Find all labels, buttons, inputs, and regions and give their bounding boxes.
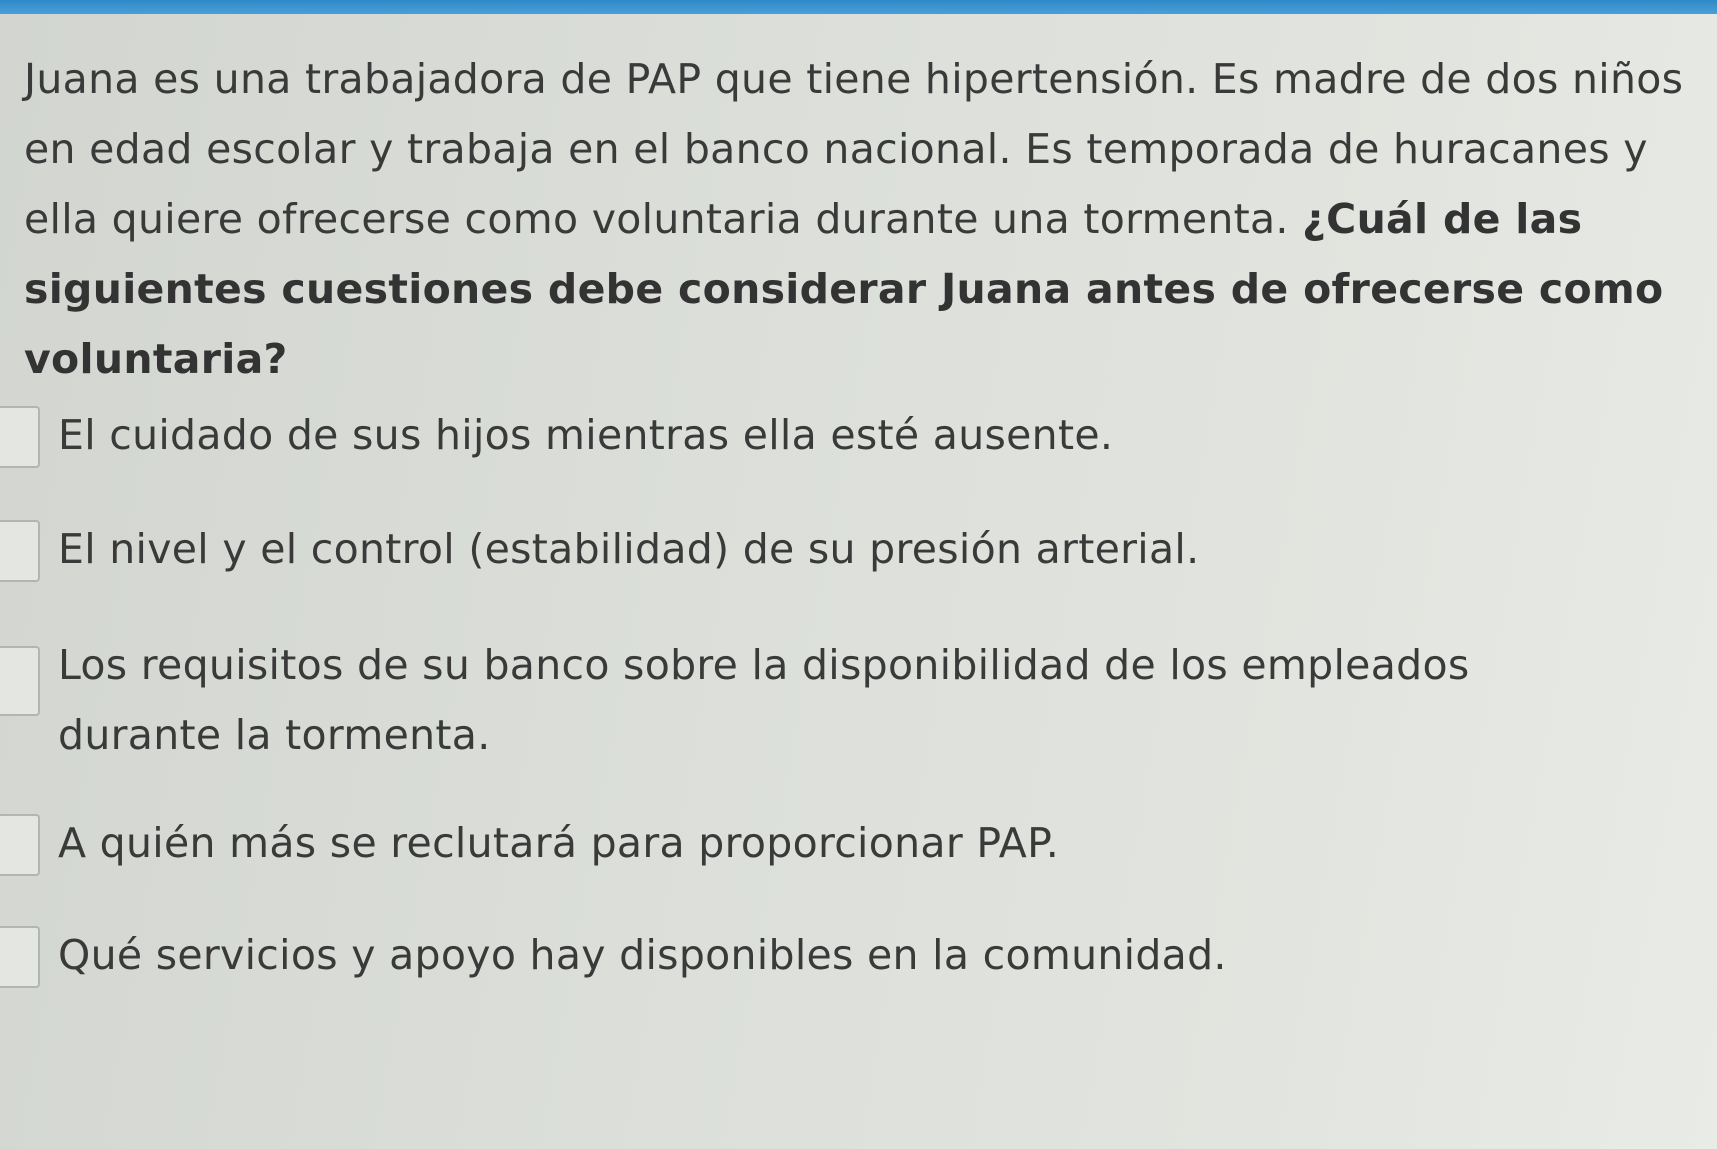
checkbox[interactable] bbox=[0, 406, 40, 468]
checkbox[interactable] bbox=[0, 520, 40, 582]
question-text bbox=[24, 44, 1684, 394]
question-stem: Juana es una trabajadora de PAP que tiene hipertensión. Es madre de dos niños en edad escolar y trabaja en el banco nacional. Es temporada de huracanes y ella quiere ofrecerse como voluntaria durante una tormenta. bbox=[24, 55, 1684, 243]
question-prompt: ¿Cuál de las siguientes cuestiones debe considerar Juana antes de ofrecerse como voluntaria? bbox=[24, 195, 1664, 383]
answer-option-label: El nivel y el control (estabilidad) de su presión arterial. bbox=[58, 525, 1200, 573]
checkbox[interactable] bbox=[0, 926, 40, 988]
answer-option-label: El cuidado de sus hijos mientras ella esté ausente. bbox=[58, 411, 1114, 459]
checkbox[interactable] bbox=[0, 646, 40, 716]
answer-option-label: Qué servicios y apoyo hay disponibles en la comunidad. bbox=[58, 931, 1227, 979]
answer-option-label: Los requisitos de su banco sobre la disponibilidad de los empleados durante la tormenta. bbox=[58, 641, 1470, 759]
top-bar bbox=[0, 0, 1717, 14]
answer-option-label: A quién más se reclutará para proporcionar PAP. bbox=[58, 819, 1060, 867]
checkbox[interactable] bbox=[0, 814, 40, 876]
question-panel bbox=[0, 14, 1717, 1149]
